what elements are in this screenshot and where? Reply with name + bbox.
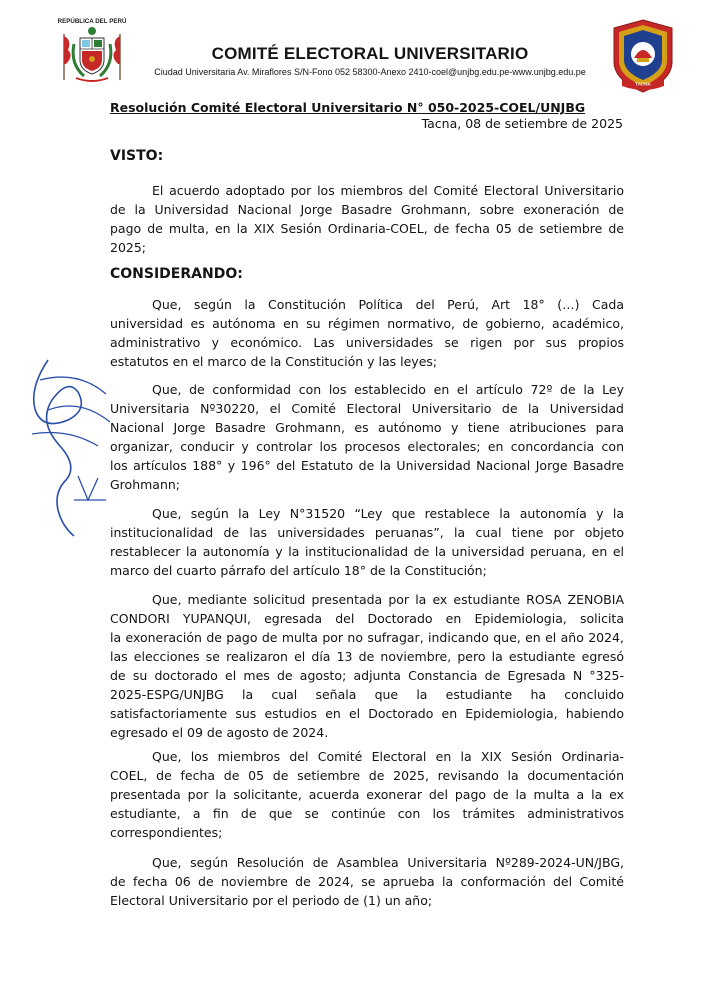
seal-ribbon-text: TACNA (635, 81, 651, 87)
resolution-title: Resolución Comité Electoral Universitario N° 050-2025-COEL/UNJBG (110, 100, 586, 115)
text-line: universidad es autónoma en su régimen normativo, de gobierno, académico, (110, 316, 624, 331)
text-line: 2025; (110, 240, 147, 255)
text-line: la exoneración de pago de multa por no sufragar, indicando que, en el año 2024, (110, 630, 624, 645)
considerando-paragraph-6 (110, 853, 624, 910)
text-line: satisfactoriamente sus estudios en el Doctorado en Epidemiologia, habiendo (110, 706, 624, 721)
text-line: Que, según la Ley N°31520 “Ley que restablece la autonomía y la (152, 506, 624, 521)
text-line: administrativo y económico. Las universidades se rigen por sus propios (110, 335, 624, 350)
text-line: Que, según Resolución de Asamblea Universitaria Nº289-2024-UN/JBG, (152, 855, 624, 870)
text-line: marco del cuarto párrafo del artículo 18° de la Constitución; (110, 563, 487, 578)
text-line: estatutos en el marco de la Constitución y las leyes; (110, 354, 438, 369)
text-line: organizar, conducir y controlar los procesos electorales; en concordancia con (110, 439, 624, 454)
text-line: COEL, de fecha de 05 de setiembre de 2025, revisando la documentación (110, 768, 624, 783)
text-line: de la Universidad Nacional Jorge Basadre Grohmann, sobre exoneración de (110, 202, 624, 217)
text-line: estudiante, a fin de que se continúe con los trámites administrativos (110, 806, 624, 821)
text-line: pago de multa, en la XIX Sesión Ordinaria-COEL, de fecha 05 de setiembre de (110, 221, 624, 236)
considerando-paragraph-3 (110, 504, 624, 580)
peru-logo-text: REPÚBLICA DEL PERÚ (58, 18, 126, 25)
peru-coat-of-arms-logo (58, 14, 126, 90)
text-line: las elecciones se realizaron el día 13 de noviembre, pero la estudiante egresó (110, 649, 624, 664)
considerando-paragraph-1 (110, 295, 624, 371)
text-line: El acuerdo adoptado por los miembros del Comité Electoral Universitario (152, 183, 624, 198)
text-line: correspondientes; (110, 825, 223, 840)
text-line: Que, los miembros del Comité Electoral en la XIX Sesión Ordinaria- (152, 749, 624, 764)
text-line: CONDORI YUPANQUI, egresada del Doctorado en Epidemiologia, solicita (110, 611, 624, 626)
text-line: institucionalidad de las universidades peruanas”, la cual tiene por objeto (110, 525, 624, 540)
text-line: 2025-ESPG/UNJBG la cual señala que la estudiante ha concluido (110, 687, 624, 702)
header-title: COMITÉ ELECTORAL UNIVERSITARIO (211, 44, 529, 63)
text-line: Que, según la Constitución Política del Perú, Art 18° (…) Cada (152, 297, 624, 312)
text-line: Nacional Jorge Basadre Grohmann, es autónomo y tiene atribuciones para (110, 420, 624, 435)
header-address: Ciudad Universitaria Av. Miraflores S/N-Fono 052 58300-Anexo 2410-coel@unjbg.edu.pe-www.unjbg.edu.pe (154, 67, 586, 77)
text-line: egresado el 09 de agosto de 2024. (110, 725, 329, 740)
text-line: de su doctorado el mes de agosto; adjunta Constancia de Egresada N °325- (110, 668, 624, 683)
text-line: Universitaria Nº30220, el Comité Electoral Universitario de la Universidad (110, 401, 624, 416)
text-line: Grohmann; (110, 477, 181, 492)
text-line: restablecer la autonomía y la institucionalidad de la universidad peruana, en el (110, 544, 624, 559)
text-line: Electoral Universitario por el periodo de (1) un año; (110, 893, 433, 908)
considerando-paragraph-2 (110, 380, 624, 494)
considerando-paragraph-5 (110, 747, 624, 842)
university-seal-logo (608, 18, 678, 94)
considerando-paragraph-4 (110, 590, 624, 742)
text-line: Que, mediante solicitud presentada por la ex estudiante ROSA ZENOBIA (152, 592, 624, 607)
visto-heading: VISTO: (110, 148, 164, 164)
considerando-heading: CONSIDERANDO: (110, 266, 243, 282)
resolution-date: Tacna, 08 de setiembre de 2025 (421, 116, 623, 131)
handwritten-signature (18, 350, 118, 540)
text-line: Que, de conformidad con los establecido en el artículo 72º de la Ley (152, 382, 624, 397)
text-line: presentada por la solicitante, acuerda exonerar del pago de la multa a la ex (110, 787, 624, 802)
text-line: los artículos 188° y 196° del Estatuto de la Universidad Nacional Jorge Basadre (110, 458, 624, 473)
text-line: de fecha 06 de noviembre de 2024, se aprueba la conformación del Comité (110, 874, 624, 889)
visto-paragraph (110, 181, 624, 257)
